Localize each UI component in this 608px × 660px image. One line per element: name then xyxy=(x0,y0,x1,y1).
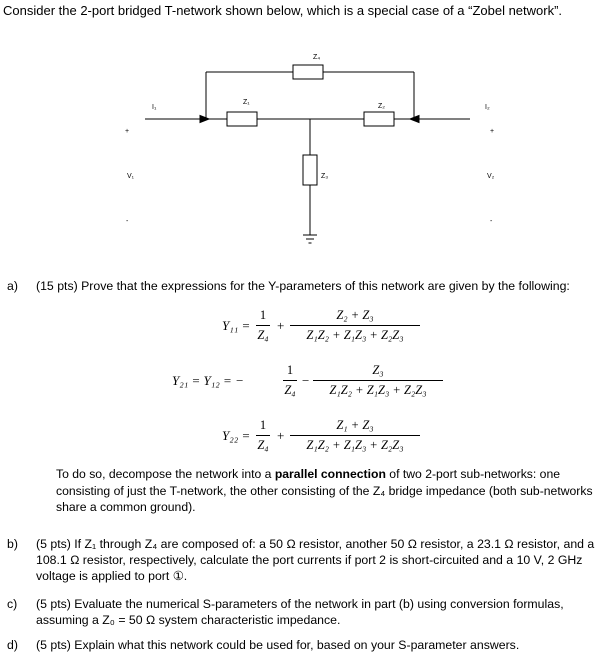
v1-plus: + xyxy=(125,128,130,135)
eq3-f2-den: Z₁Z₂ + Z₁Z₃ + Z₂Z₃ xyxy=(306,438,404,452)
eq3-f2-num: Z₁ + Z₃ xyxy=(336,418,374,432)
eq2-f1-num: 1 xyxy=(286,363,294,377)
z1-label: Z₁ xyxy=(243,99,250,106)
z4-resistor xyxy=(293,65,323,79)
eq3-op: + xyxy=(277,428,285,443)
eq1-lhs: Y₁₁ = xyxy=(222,318,251,333)
part-a-hint xyxy=(56,466,601,516)
part-b xyxy=(7,536,607,586)
hint-text-1: To do so, decompose the network into a xyxy=(56,467,275,481)
v1-label: V₁ xyxy=(127,173,135,180)
eq2-f1-den: Z₄ xyxy=(284,383,296,397)
hint-bold: parallel connection xyxy=(274,467,386,481)
eq1-f1-den: Z₄ xyxy=(257,328,269,342)
part-c-text: (5 pts) Evaluate the numerical S-parameters of the network in part (b) using conversion formulas, assuming a Z₀ = 50 Ω system characteristic impedance. xyxy=(36,597,564,627)
z1-resistor xyxy=(227,112,257,126)
part-a-text: (15 pts) Prove that the expressions for the Y-parameters of this network are given by the following: xyxy=(36,279,570,293)
part-c-label: c) xyxy=(7,597,18,611)
part-d-label: d) xyxy=(7,638,18,652)
i2-label: I₂ xyxy=(485,104,490,111)
part-b-text: (5 pts) If Z₁ through Z₄ are composed of: a 50 Ω resistor, another 50 Ω resistor, a 23.1 Ω resistor, and a 108.1 Ω resistor, respectively, calculate the port currents if port 2 is short-circuited and a 10 V, 2 GHz voltage is applied to port ①. xyxy=(36,537,595,583)
eq3-f1-den: Z₄ xyxy=(257,438,269,452)
hint-text-2: of two 2-port sub-networks: one consisting of just the T-network, the other consisting of the Z₄ bridge impedance (both sub-networks share a common ground). xyxy=(56,467,593,514)
z3-label: Z₃ xyxy=(321,173,329,180)
eq1-f1-num: 1 xyxy=(259,308,267,322)
eq2-op: − xyxy=(302,373,310,388)
part-a-label: a) xyxy=(7,279,18,293)
v2-label: V₂ xyxy=(487,173,495,180)
z2-resistor xyxy=(364,112,394,126)
part-c xyxy=(7,596,607,630)
eq3-lhs: Y₂₂ = xyxy=(222,428,251,443)
problem-title: Consider the 2-port bridged T-network shown below, which is a special case of a “Zobel network”. xyxy=(3,3,563,18)
bridged-t-network-diagram xyxy=(0,30,608,300)
eq2-f2-den: Z₁Z₂ + Z₁Z₃ + Z₂Z₃ xyxy=(329,383,427,397)
eq1-op: + xyxy=(277,318,285,333)
z4-label: Z₄ xyxy=(313,54,321,61)
z3-resistor xyxy=(303,155,317,185)
eq2-f2-num: Z₃ xyxy=(372,363,384,377)
i1-label: I₁ xyxy=(152,104,157,111)
eq2-lhs: Y₂₁ = Y₁₂ = − xyxy=(172,373,244,388)
eq3-f1-num: 1 xyxy=(259,418,267,432)
v1-minus: - xyxy=(126,218,129,225)
v2-minus: - xyxy=(490,218,493,225)
eq1-f2-den: Z₁Z₂ + Z₁Z₃ + Z₂Z₃ xyxy=(306,328,404,342)
eq1-f2-num: Z₂ + Z₃ xyxy=(336,308,374,322)
z2-label: Z₂ xyxy=(378,103,385,110)
part-d-text: (5 pts) Explain what this network could be used for, based on your S-parameter answers. xyxy=(36,638,520,652)
v2-plus: + xyxy=(490,128,495,135)
part-b-label: b) xyxy=(7,537,18,551)
